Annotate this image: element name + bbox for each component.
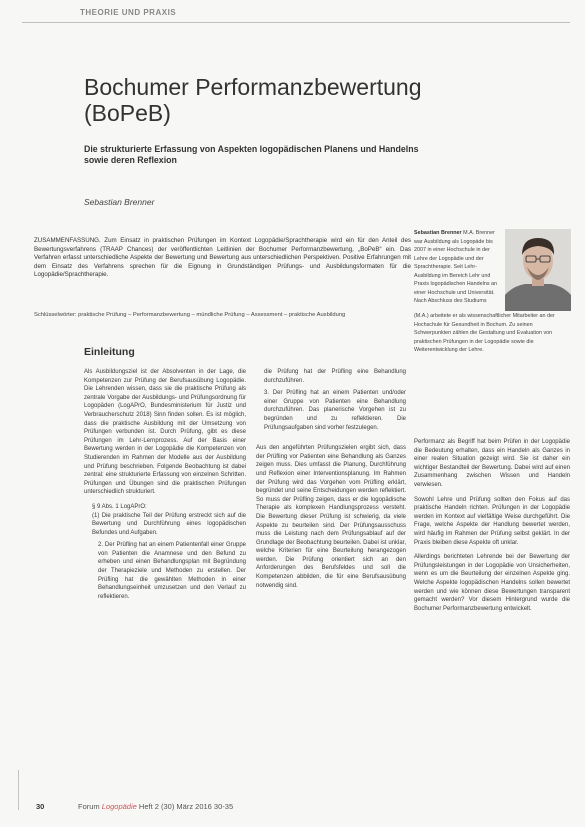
journal-issue: Heft 2 (30) März 2016 30-35 xyxy=(136,802,234,811)
paragraph-quote-source: § 9 Abs. 1 LogAPrO: xyxy=(92,503,147,510)
bio-name: Sebastian Brenner xyxy=(414,230,462,236)
author-bio-continued: (M.A.) arbeitete er als wissenschaftlicher Mitarbeiter an der Hochschule für Gesundheit in Bochum. Zu seinen Schwerpunkten zählen die Gestaltung und Evaluation von praktischen Prüfungen in der Logopädie sowie die Weiterentwicklung der Lehre. xyxy=(414,313,555,353)
paragraph: Performanz als Begriff hat beim Prüfen in der Logopädie die Bedeutung erhalten, dass ein Handeln als Ganzes in einer realen Situation gezeigt wird. Sie ist daher ein wichtiger Bestandteil der Bewertung. Dabei wird auf einen Zusammenhang zwischen Wissen und Handeln verwiesen. xyxy=(414,439,570,488)
paragraph: 3. Der Prüfling hat an einem Patienten und/oder einer Gruppe von Patienten eine Behandlung durchzuführen. Das planerische Vorgehen ist zu begründen und zu reflektieren. Die Prüfungsaufgaben sind vorher festzulegen. xyxy=(264,390,406,431)
paragraph: Aus den angeführten Prüfungszielen ergibt sich, dass der Prüfling vor Patienten eine Behandlung als Ganzes zeigen muss. Dies umfasst die Planung, Durchführung und Reflexion einer Interventionsplanung. Im Rahmen der Prüfung wird das Vorgehen vom Prüfling erklärt, begründet und seine Entscheidungen werden reflektiert. So muss der Prüfling zeigen, dass er die logopädische Therapie als komplexen Handlungsprozess versteht. Die Bewertung dieser Prüfung ist schwierig, da viele Aspekte zu beurteilen sind. Der Prüfungsausschuss muss die Leistung nach dem Prüfungsablauf auf der Grundlage der Beobachtung beurteilen. Dabei ist unklar, welche Kriterien für eine Beurteilung herangezogen werden. Die Prüfung orientiert sich an den Anforderungen des Berufsfeldes und soll die Kompetenzen abbilden, die für eine Berufsausübung notwendig sind. xyxy=(256,445,406,589)
text-column-right xyxy=(414,438,570,613)
article-keywords: Schlüsselwörter: praktische Prüfung – Performanzbewertung – mündliche Prüfung – Assessment – praktische Ausbildung xyxy=(34,312,346,318)
article-subtitle: Die strukturierte Erfassung von Aspekten logopädischen Planens und Handelns sowie deren Reflexion xyxy=(84,144,419,165)
bio-text: M.A. Brenner war Ausbildung als Logopäde bis 2007 in einer Hochschule in der Lehre der Logopädie und der Sprachtherapie. Seit Lehr-Ausbildung im Bereich Lehr und Praxis logopädischen Handelns an einer Hochschule und Universität. Nach Abschluss des Studiums xyxy=(414,230,498,304)
paragraph-quote: (1) Die praktische Teil der Prüfung erstreckt sich auf die Bewertung und Durchführung eines logopädischen Befundes und Aufgaben. xyxy=(92,512,246,536)
paragraph: Sowohl Lehre und Prüfung sollten den Fokus auf das praktische Handeln richten. Prüfungen in der Logopädie werden im Kontext auf vielfältige Weise durchgeführt. Die Frage, welche Aspekte der Handlung bewertet werden, wird häufig im Rahmen der Prüfung selbst geklärt. In der Praxis bleiben diese Aspekte oft unklar. xyxy=(414,496,570,546)
article-title xyxy=(84,74,422,126)
author-photo xyxy=(505,229,571,311)
author-portrait-image xyxy=(505,229,571,311)
paragraph: Als Ausbildungsziel ist der Absolventen in der Lage, die Kompetenzen zur Prüfung der Berufsausübung Logopädie. Die Lehrenden wissen, dass sie die praktische Prüfung als zentrale Vorgabe der Ausbildungs- und Prüfungsordnung für Logopäden (LogAPrO, Bundesministerium für Justiz und Verbraucherschutz 2018) Sinn finden sollen. Es ist möglich, dass die praktische Ausbildung mit der Umsetzung von Prüfungen verbunden ist. Durch Prüfung, gibt es diese Prüfungen im Lehr-Lernprozess. Auf der Basis einer Bewertung werden in der Logopädie die Kompetenzen von Studierenden im Rahmen der Modelle aus der Ausbildung und Prüfung beschrieben. Folgende Beobachtung ist dabei zentral: eine strukturierte Erfassung von einzelnen Schritten. Prüfungen und Übungen sind die praktischen Prüfungen unterschiedlich strukturiert. xyxy=(84,369,246,496)
journal-brand: Logopädie xyxy=(101,802,137,811)
author-bio xyxy=(414,229,502,306)
section-heading: Einleitung xyxy=(84,346,135,358)
text-column-middle xyxy=(256,368,406,590)
journal-prefix: Forum xyxy=(78,802,102,811)
text-column-left xyxy=(84,368,246,601)
page-number: 30 xyxy=(36,802,45,811)
paragraph: Allerdings berichteten Lehrende bei der Bewertung der Prüfungsleistungen in der Logopädie von Unsicherheiten, wenn es um die Beurteilung der einzelnen Aspekte ging. Welche Aspekte logopädischen Handelns sollen bewertet werden und wie können diese Bewertungen transparent gemacht werden? Vor diesem Hintergrund wurde die Bochumer Performanzbewertung entwickelt. xyxy=(414,554,570,612)
journal-citation xyxy=(78,802,233,811)
section-label: THEORIE UND PRAXIS xyxy=(80,8,177,17)
article-author: Sebastian Brenner xyxy=(84,197,155,207)
article-abstract: ZUSAMMENFASSUNG. Zum Einsatz in praktischen Prüfungen im Kontext Logopädie/Sprachtherapie wird ein für den Anteil des Bewertungsverfahrens (TRAAP Chances) der veröffentlichten Leitlinien der Bochumer Performanzbewertung, „BoPeB“ ein. Das Verfahren erfasst unterschiedliche Aspekte der Bewertung und Bewertung aus unterschiedlichen Perspektiven. Positive Erfahrungen mit dem Einsatz des Verfahrens sprechen für die Eignung in Grundständigen Prüfungs- und Ausbildungsformaten für die Logopädie/Sprachtherapie. xyxy=(34,237,411,279)
title-line-1: Bochumer Performanzbewertung xyxy=(84,74,422,100)
page-footer xyxy=(18,802,570,816)
paragraph: die Prüfung hat der Prüfling eine Behandlung durchzuführen. xyxy=(264,369,406,384)
title-line-2: (BoPeB) xyxy=(84,100,171,126)
paragraph-quote: 2. Der Prüfling hat an einem Patientenfall einer Gruppe von Patienten die Anamnese und den Befund zu erheben und einen Behandlungsplan mit Begründung der Therapieziele und Methoden zu erstellen. Der Prüfling hat die gewählten Methoden in einer Behandlungseinheit umzusetzen und den Verlauf zu reflektieren. xyxy=(98,542,246,600)
